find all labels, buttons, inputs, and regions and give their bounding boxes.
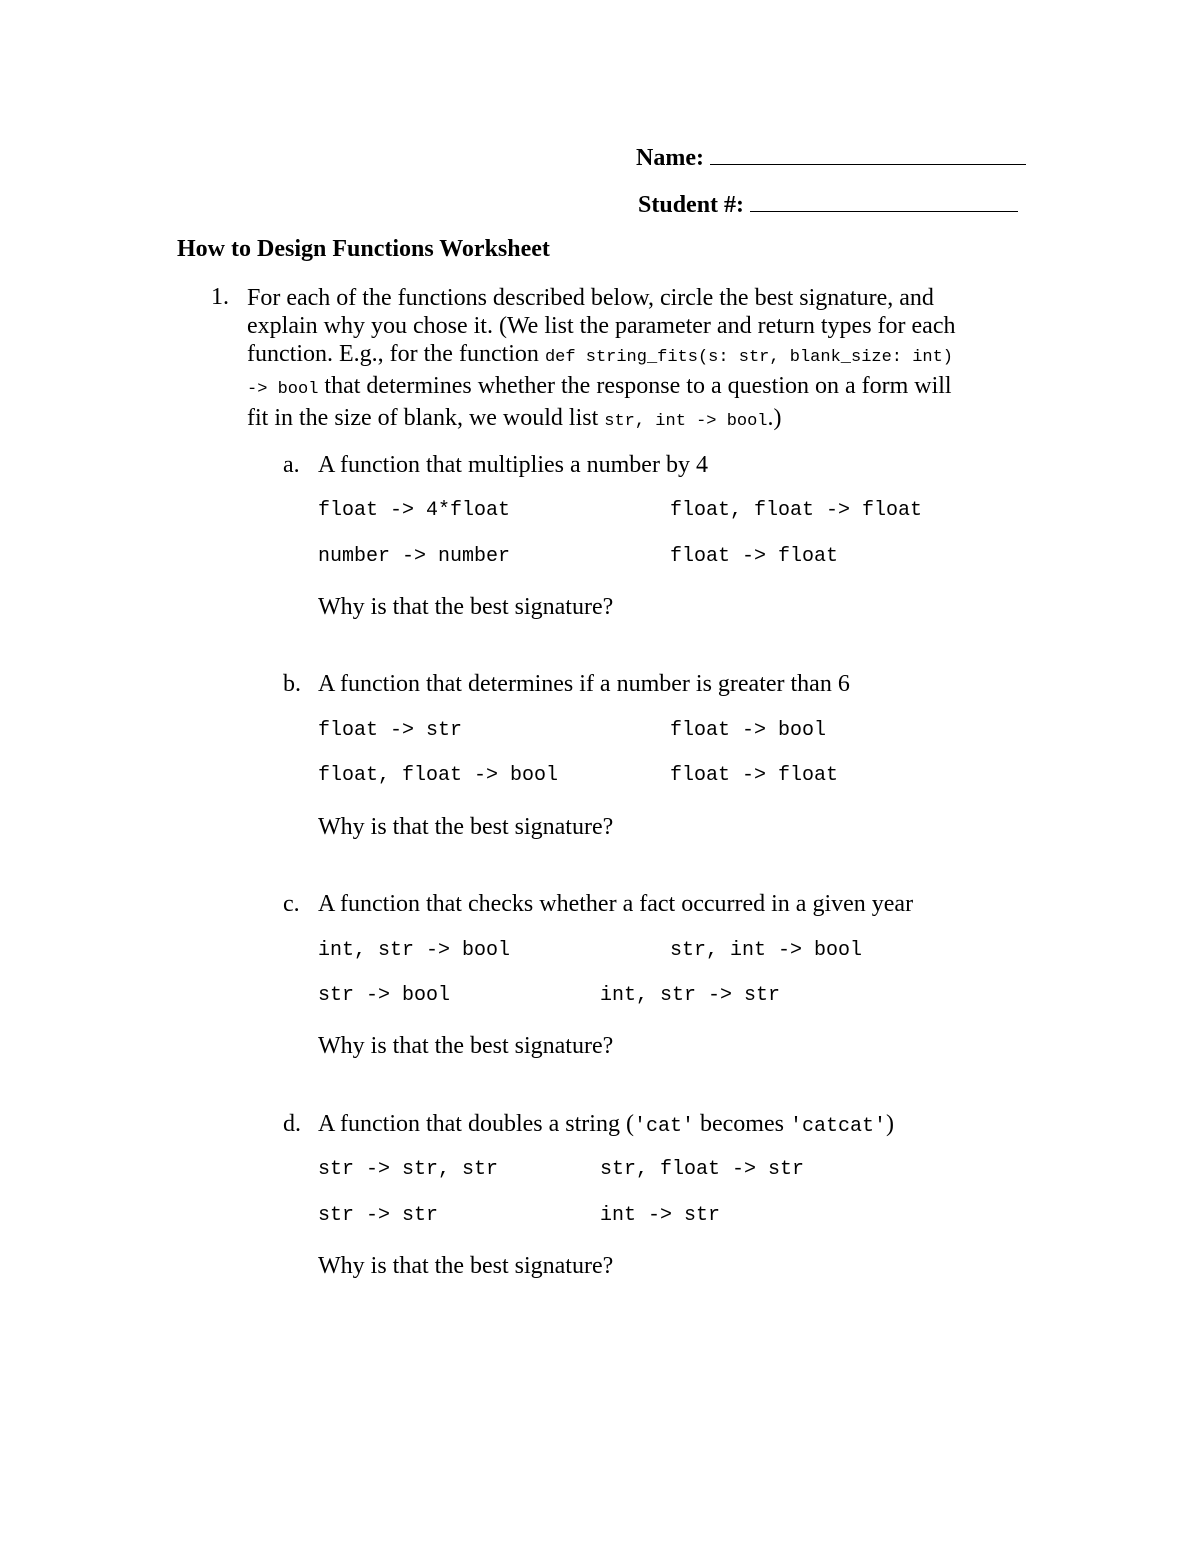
part-d-option-1[interactable]: str -> str, str — [318, 1158, 499, 1181]
intro-text: that determines whether the response to a question on a form will — [318, 373, 952, 399]
intro-text: fit in the size of blank, we would list — [247, 405, 605, 431]
part-d-letter: d. — [283, 1111, 301, 1137]
part-c-prompt: Why is that the best signature? — [318, 1033, 614, 1059]
part-c-option-4[interactable]: int, str -> str — [600, 984, 781, 1007]
intro-code-def: def string_fits(s: str, blank_size: int) — [544, 348, 954, 367]
part-b-option-1[interactable]: float -> str — [318, 719, 463, 742]
part-d-description-text: A function that doubles a string ( — [318, 1111, 634, 1137]
part-a-option-4[interactable]: float -> float — [670, 545, 839, 568]
part-c-description: A function that checks whether a fact occurred in a given year — [318, 891, 914, 917]
part-c-option-1[interactable]: int, str -> bool — [318, 939, 511, 962]
question-number: 1. — [211, 284, 229, 310]
part-c-option-3[interactable]: str -> bool — [318, 984, 451, 1007]
intro-line-4 — [247, 372, 1047, 404]
part-d-description — [318, 1111, 894, 1138]
page-title: How to Design Functions Worksheet — [177, 236, 550, 262]
part-c-option-2[interactable]: str, int -> bool — [670, 939, 863, 962]
question-intro — [247, 284, 1047, 436]
intro-code-return: -> bool — [247, 380, 319, 399]
part-d-description-text: ) — [885, 1111, 894, 1137]
part-d-example-output: 'catcat' — [789, 1115, 886, 1138]
intro-text: function. E.g., for the function — [247, 341, 545, 367]
student-number-blank-line[interactable] — [750, 189, 1018, 212]
part-a-option-2[interactable]: float, float -> float — [670, 499, 923, 522]
part-d-prompt: Why is that the best signature? — [318, 1253, 614, 1279]
part-d-option-2[interactable]: str, float -> str — [600, 1158, 805, 1181]
intro-line-1: For each of the functions described below, circle the best signature, and — [247, 285, 934, 311]
part-a-letter: a. — [283, 452, 300, 478]
part-a-option-3[interactable]: number -> number — [318, 545, 511, 568]
part-a-prompt: Why is that the best signature? — [318, 594, 614, 620]
intro-code-signature: str, int -> bool — [604, 412, 768, 431]
name-label: Name: — [636, 145, 704, 171]
name-field — [636, 142, 1026, 172]
student-number-field — [638, 189, 1018, 219]
intro-line-5 — [247, 404, 1047, 436]
part-c-letter: c. — [283, 891, 300, 917]
part-d-option-4[interactable]: int -> str — [600, 1204, 721, 1227]
part-b-option-3[interactable]: float, float -> bool — [318, 764, 559, 787]
part-d-description-text: becomes — [693, 1111, 790, 1137]
part-a-description: A function that multiplies a number by 4 — [318, 452, 708, 478]
student-number-label: Student #: — [638, 192, 745, 218]
part-b-prompt: Why is that the best signature? — [318, 814, 614, 840]
intro-line-2: explain why you chose it. (We list the parameter and return types for each — [247, 313, 956, 339]
part-a-option-1[interactable]: float -> 4*float — [318, 499, 511, 522]
part-b-option-4[interactable]: float -> float — [670, 764, 839, 787]
part-b-letter: b. — [283, 671, 301, 697]
intro-line-3 — [247, 340, 1047, 372]
part-b-description: A function that determines if a number is greater than 6 — [318, 671, 850, 697]
name-blank-line[interactable] — [710, 142, 1026, 165]
part-b-option-2[interactable]: float -> bool — [670, 719, 827, 742]
part-d-option-3[interactable]: str -> str — [318, 1204, 439, 1227]
part-d-example-input: 'cat' — [633, 1115, 694, 1138]
intro-text: .) — [767, 405, 782, 431]
